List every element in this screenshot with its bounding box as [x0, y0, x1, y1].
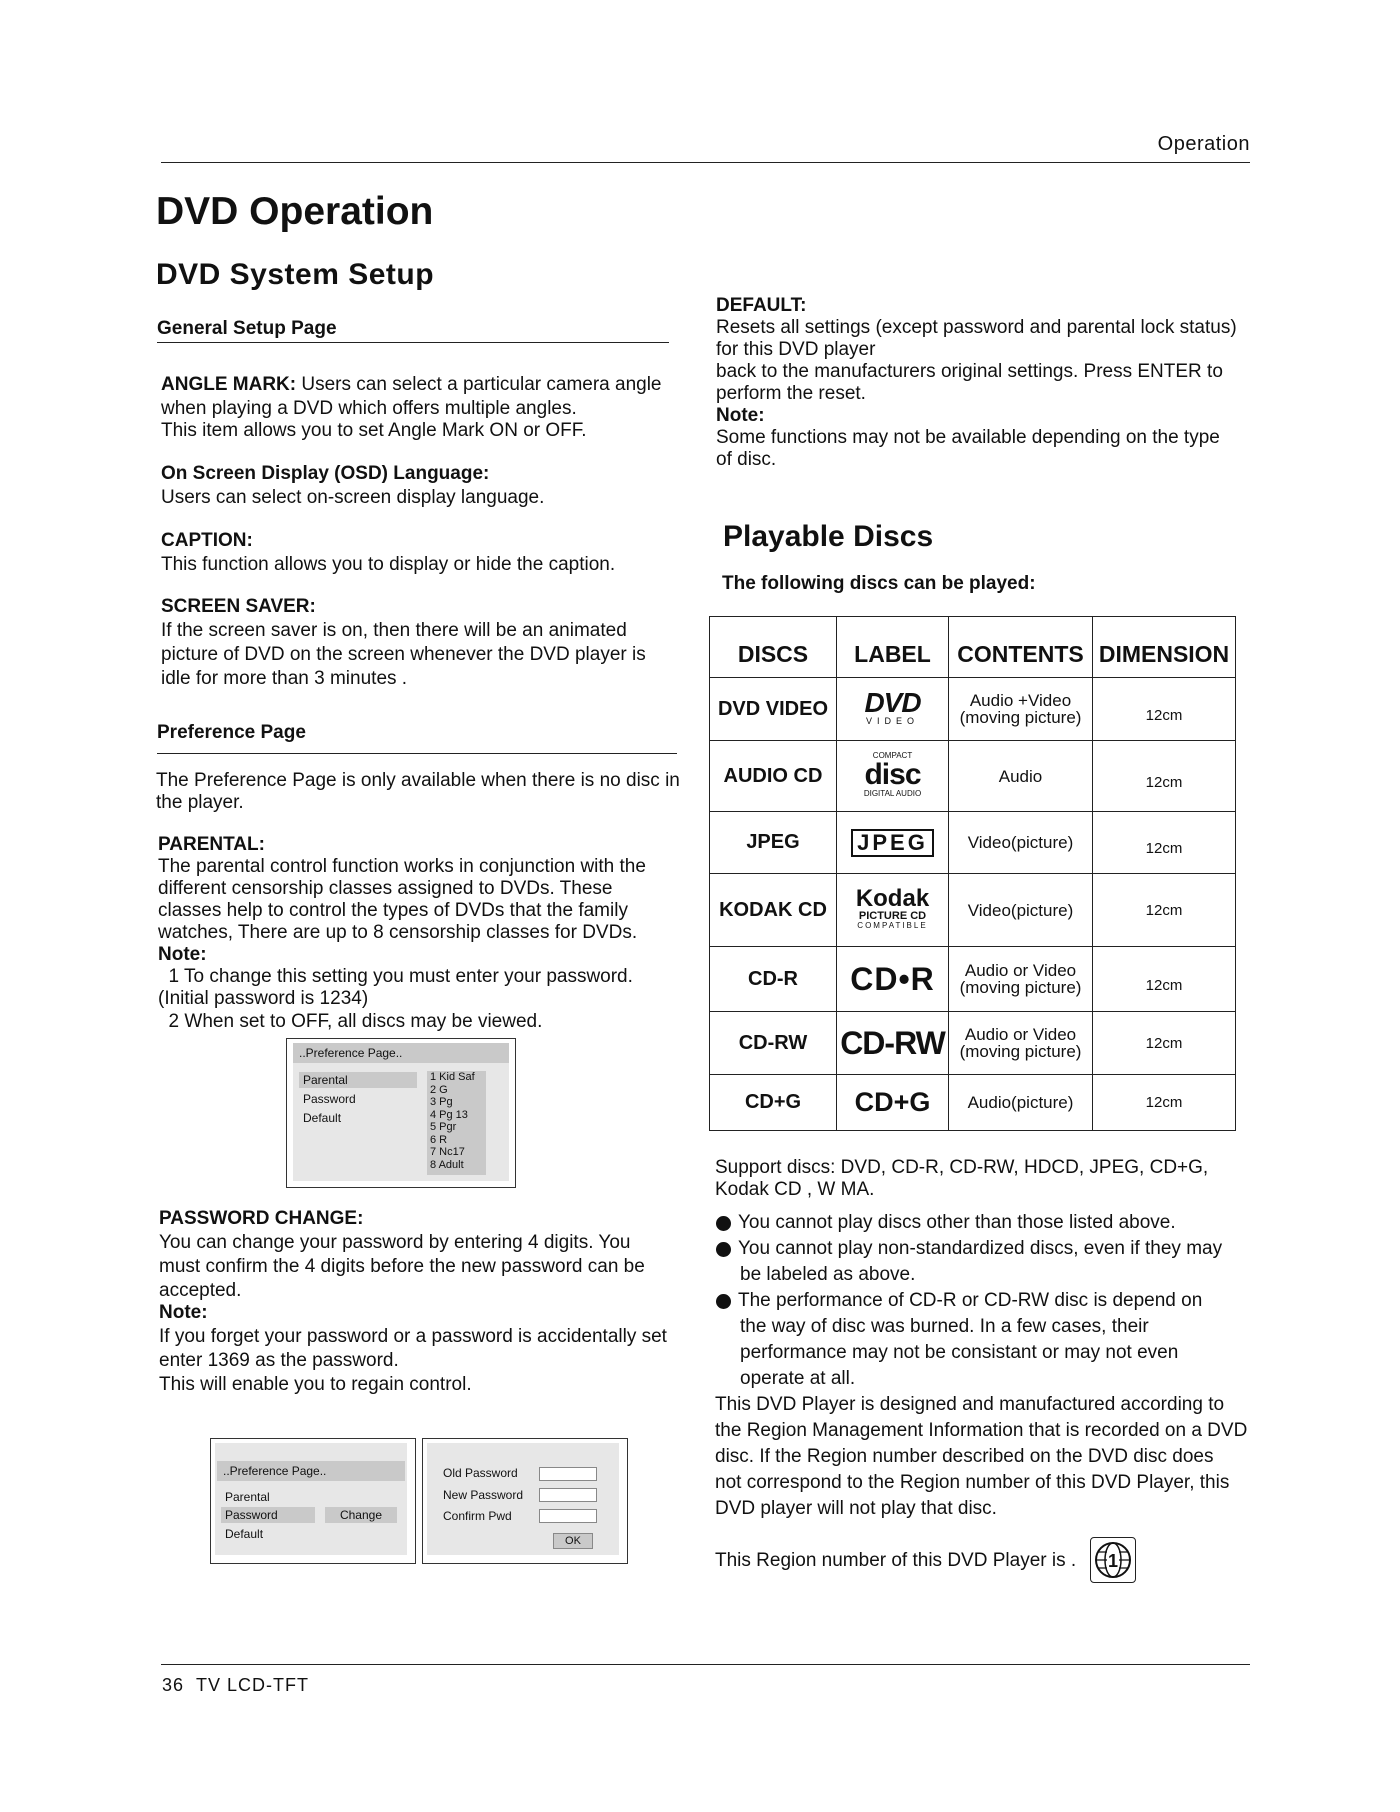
- disc-contents: Video(picture): [949, 874, 1093, 947]
- general-setup-heading: General Setup Page: [157, 318, 337, 339]
- contents-line1: Audio or Video: [964, 1025, 1077, 1044]
- disc-dimension: 12cm: [1093, 1075, 1236, 1131]
- rating-option[interactable]: 5 Pgr: [430, 1121, 457, 1133]
- header-discs: DISCS: [710, 617, 837, 678]
- preference-page-heading: Preference Page: [157, 722, 306, 743]
- region-line2: the Region Management Information that is recorded on a DVD: [715, 1420, 1248, 1441]
- disc-name: AUDIO CD: [710, 741, 837, 812]
- contents-line2: (moving picture): [959, 708, 1082, 727]
- table-row: [710, 947, 1236, 1012]
- disc-dimension: 12cm: [1093, 1012, 1236, 1075]
- disc-contents: [949, 947, 1093, 1012]
- header-contents: CONTENTS: [949, 617, 1093, 678]
- screen-saver-paragraph: [161, 596, 681, 690]
- preference-menu-password: [210, 1438, 416, 1564]
- page-number: 36: [162, 1675, 185, 1695]
- rating-option[interactable]: 6 R: [430, 1133, 448, 1146]
- default-line4: perform the reset.: [716, 383, 866, 404]
- dvd-logo-text: DVD: [864, 687, 921, 718]
- table-row: [710, 741, 1236, 812]
- playable-discs-table: [709, 616, 1236, 1131]
- contents-line2: (moving picture): [959, 978, 1082, 997]
- parental-paragraph: [158, 834, 688, 1033]
- bullet-line: performance may not be consistant or may not even: [740, 1342, 1179, 1363]
- default-line3: back to the manufacturers original settings. Press ENTER to: [716, 361, 1223, 382]
- old-password-input[interactable]: [539, 1467, 597, 1481]
- parental-note-line1: 1 To change this setting you must enter your password.: [158, 966, 633, 987]
- password-note-line1: If you forget your password or a password is accidentally set: [159, 1326, 667, 1347]
- preference-intro-line1: The Preference Page is only available when there is no disc in: [156, 770, 680, 791]
- header-label: LABEL: [837, 617, 949, 678]
- region-globe-icon: [1090, 1537, 1136, 1583]
- screen-saver-label: SCREEN SAVER:: [161, 596, 316, 617]
- contents-line1: Audio or Video: [964, 961, 1077, 980]
- cd-logo-bottom: DIGITAL AUDIO: [863, 788, 922, 798]
- bullet-line: operate at all.: [740, 1368, 856, 1389]
- parental-label: PARENTAL:: [158, 834, 265, 855]
- old-password-label: Old Password: [443, 1466, 518, 1480]
- support-line1: Support discs: DVD, CD-R, CD-RW, HDCD, JPEG, CD+G,: [715, 1157, 1209, 1178]
- jpeg-logo: [837, 812, 949, 874]
- new-password-label: New Password: [443, 1488, 524, 1502]
- change-option[interactable]: Change: [325, 1507, 397, 1523]
- bullet-text: You cannot play discs other than those listed above.: [738, 1212, 1176, 1233]
- password-note-line3: This will enable you to regain control.: [159, 1374, 472, 1395]
- contents-line2: (moving picture): [959, 1042, 1082, 1061]
- footer-rule: [161, 1664, 1250, 1665]
- cd-g-logo: [837, 1075, 949, 1131]
- dvd-video-logo: [837, 678, 949, 741]
- caption-text: This function allows you to display or hide the caption.: [161, 554, 616, 575]
- menu-item-default[interactable]: Default: [225, 1527, 264, 1541]
- screen-saver-line1: If the screen saver is on, then there will be an animated: [161, 620, 627, 641]
- default-label: DEFAULT:: [716, 295, 807, 316]
- disc-dimension: 12cm: [1093, 741, 1236, 812]
- region-line5: DVD player will not play that disc.: [715, 1498, 997, 1519]
- angle-mark-line2: when playing a DVD which offers multiple angles.: [161, 398, 577, 419]
- default-note-line2: of disc.: [716, 449, 777, 470]
- osd-text: Users can select on-screen display language.: [161, 487, 545, 508]
- cd-r-logo: [837, 947, 949, 1012]
- cd-logo-text: disc: [864, 757, 921, 791]
- osd-paragraph: [161, 463, 681, 509]
- preference-intro-line2: the player.: [156, 792, 244, 813]
- parental-line1: The parental control function works in conjunction with the: [158, 856, 646, 877]
- rating-list: [427, 1071, 486, 1175]
- region-line3: disc. If the Region number described on the DVD disc does: [715, 1446, 1214, 1467]
- menu-title: ..Preference Page..: [293, 1043, 509, 1063]
- disc-name: CD-RW: [710, 1012, 837, 1075]
- section-title: DVD System Setup: [156, 258, 435, 291]
- ok-button[interactable]: OK: [553, 1533, 593, 1549]
- default-line1: Resets all settings (except password and parental lock status): [716, 317, 1237, 338]
- disc-name: DVD VIDEO: [710, 678, 837, 741]
- menu-panel: [293, 1043, 509, 1181]
- parental-note-label: Note:: [158, 944, 207, 965]
- menu-item-parental[interactable]: Parental: [225, 1490, 270, 1504]
- playable-discs-subtitle: The following discs can be played:: [722, 573, 1036, 594]
- menu-item-password[interactable]: Password: [221, 1507, 315, 1523]
- cd-r-logo-text: CD•R: [850, 960, 935, 997]
- preference-menu-parental: [286, 1038, 516, 1188]
- product-name: TV LCD-TFT: [196, 1675, 310, 1695]
- bullet-text-block: [738, 1288, 1258, 1392]
- parental-line2: different censorship classes assigned to DVDs. These: [158, 878, 613, 899]
- dvd-logo-subtext: VIDEO: [865, 716, 919, 726]
- region-number-text: This Region number of this DVD Player is .: [715, 1550, 1077, 1571]
- angle-mark-label: ANGLE MARK:: [161, 374, 297, 395]
- cd-rw-logo: [837, 1012, 949, 1075]
- rating-option[interactable]: 2 G: [430, 1083, 448, 1096]
- disc-dimension: 12cm: [1093, 947, 1236, 1012]
- region-paragraph: [715, 1392, 1275, 1522]
- angle-mark-paragraph: [161, 374, 681, 442]
- cd-logo-top: COMPACT: [872, 750, 913, 760]
- bullet-line: the way of disc was burned. In a few cases, their: [740, 1316, 1149, 1337]
- cd-g-logo-text: CD+G: [854, 1087, 931, 1117]
- playable-discs-title: Playable Discs: [723, 520, 934, 553]
- password-note-line2: enter 1369 as the password.: [159, 1350, 399, 1371]
- caption-paragraph: [161, 530, 681, 576]
- parental-line4: watches, There are up to 8 censorship classes for DVDs.: [158, 922, 638, 943]
- rating-option[interactable]: 7 Nc17: [430, 1146, 465, 1158]
- default-line2: for this DVD player: [716, 339, 876, 360]
- disc-name: CD+G: [710, 1075, 837, 1131]
- cd-rw-logo-text: CD-RW: [840, 1024, 945, 1061]
- default-note-line1: Some functions may not be available depending on the type: [716, 427, 1220, 448]
- bullet-line: The performance of CD-R or CD-RW disc is depend on: [738, 1290, 1203, 1311]
- list-item: [716, 1288, 1261, 1392]
- disc-name: KODAK CD: [710, 874, 837, 947]
- confirm-password-label: Confirm Pwd: [443, 1509, 512, 1523]
- angle-mark-line1: Users can select a particular camera angle: [296, 374, 662, 395]
- page-title: DVD Operation: [156, 190, 434, 233]
- menu-item-parental[interactable]: Parental: [299, 1072, 417, 1088]
- preference-intro: [156, 770, 696, 814]
- password-change-paragraph: [159, 1208, 689, 1396]
- kodak-logo: [837, 874, 949, 947]
- disc-dimension: 12cm: [1093, 678, 1236, 741]
- menu-panel: [427, 1443, 619, 1555]
- disc-dimension: 12cm: [1093, 874, 1236, 947]
- bullet-icon: [716, 1242, 731, 1257]
- rating-option[interactable]: 4 Pg 13: [430, 1108, 468, 1121]
- disc-name: CD-R: [710, 947, 837, 1012]
- region-line1: This DVD Player is designed and manufactured according to: [715, 1394, 1225, 1415]
- list-item: [716, 1210, 1261, 1236]
- caption-label: CAPTION:: [161, 530, 253, 551]
- default-note-label: Note:: [716, 405, 765, 426]
- region-line4: not correspond to the Region number of this DVD Player, this: [715, 1472, 1230, 1493]
- table-row: [710, 812, 1236, 874]
- password-note-label: Note:: [159, 1302, 208, 1323]
- parental-note-line2: (Initial password is 1234): [158, 988, 369, 1009]
- kodak-logo-text: Kodak: [855, 885, 930, 912]
- bullet-icon: [716, 1294, 731, 1309]
- header-rule: [161, 162, 1250, 163]
- table-row: [710, 1075, 1236, 1131]
- table-row: [710, 678, 1236, 741]
- disc-contents: Audio(picture): [949, 1075, 1093, 1131]
- screen-saver-line3: idle for more than 3 minutes .: [161, 668, 408, 689]
- rating-option[interactable]: 3 Pg: [430, 1096, 453, 1108]
- menu-title: ..Preference Page..: [217, 1461, 405, 1481]
- osd-label: On Screen Display (OSD) Language:: [161, 463, 490, 484]
- parental-line3: classes help to control the types of DVDs that the family: [158, 900, 628, 921]
- disc-dimension: 12cm: [1093, 812, 1236, 874]
- disc-contents: Audio: [949, 741, 1093, 812]
- header-dimension: DIMENSION: [1093, 617, 1236, 678]
- menu-item-default[interactable]: Default: [303, 1111, 342, 1125]
- disc-name: JPEG: [710, 812, 837, 874]
- screen-saver-line2: picture of DVD on the screen whenever the DVD player is: [161, 644, 646, 665]
- disc-contents: Video(picture): [949, 812, 1093, 874]
- table-row: [710, 1012, 1236, 1075]
- parental-note-line3: 2 When set to OFF, all discs may be viewed.: [158, 1011, 543, 1032]
- default-paragraph: [716, 295, 1256, 471]
- bullet-line: You cannot play non-standardized discs, even if they may: [738, 1238, 1223, 1259]
- bullet-text-block: [738, 1236, 1258, 1288]
- list-item: [716, 1236, 1261, 1288]
- region-number: 1: [1107, 1551, 1119, 1571]
- compact-disc-logo: [837, 741, 949, 812]
- support-discs-text: [715, 1157, 1255, 1201]
- table-row: [710, 874, 1236, 947]
- menu-panel: [215, 1443, 407, 1555]
- bullet-icon: [716, 1216, 731, 1231]
- preference-page-rule: [157, 753, 677, 754]
- password-change-label: PASSWORD CHANGE:: [159, 1208, 364, 1229]
- rating-option[interactable]: 1 Kid Saf: [430, 1071, 475, 1083]
- angle-mark-line3: This item allows you to set Angle Mark ON or OFF.: [161, 420, 587, 441]
- kodak-logo-sub: PICTURE CD: [858, 910, 927, 922]
- password-change-line2: must confirm the 4 digits before the new password can be: [159, 1256, 645, 1277]
- support-line2: Kodak CD , W MA.: [715, 1179, 875, 1200]
- kodak-logo-compat: COMPATIBLE: [857, 921, 928, 930]
- disc-contents: [949, 678, 1093, 741]
- password-change-line3: accepted.: [159, 1280, 242, 1301]
- header-section-label: Operation: [1157, 133, 1250, 155]
- password-entry-menu: [422, 1438, 628, 1564]
- jpeg-logo-text: JPEG: [851, 829, 934, 857]
- password-change-line1: You can change your password by entering 4 digits. You: [159, 1232, 631, 1253]
- disc-contents: [949, 1012, 1093, 1075]
- bullet-line: be labeled as above.: [740, 1264, 916, 1285]
- footer: [162, 1675, 309, 1696]
- menu-item-password[interactable]: Password: [303, 1092, 356, 1106]
- new-password-input[interactable]: [539, 1488, 597, 1502]
- rating-option[interactable]: 8 Adult: [430, 1158, 464, 1171]
- table-header-row: [710, 617, 1236, 678]
- contents-line1: Audio +Video: [969, 691, 1072, 710]
- confirm-password-input[interactable]: [539, 1509, 597, 1523]
- general-setup-rule: [157, 342, 669, 343]
